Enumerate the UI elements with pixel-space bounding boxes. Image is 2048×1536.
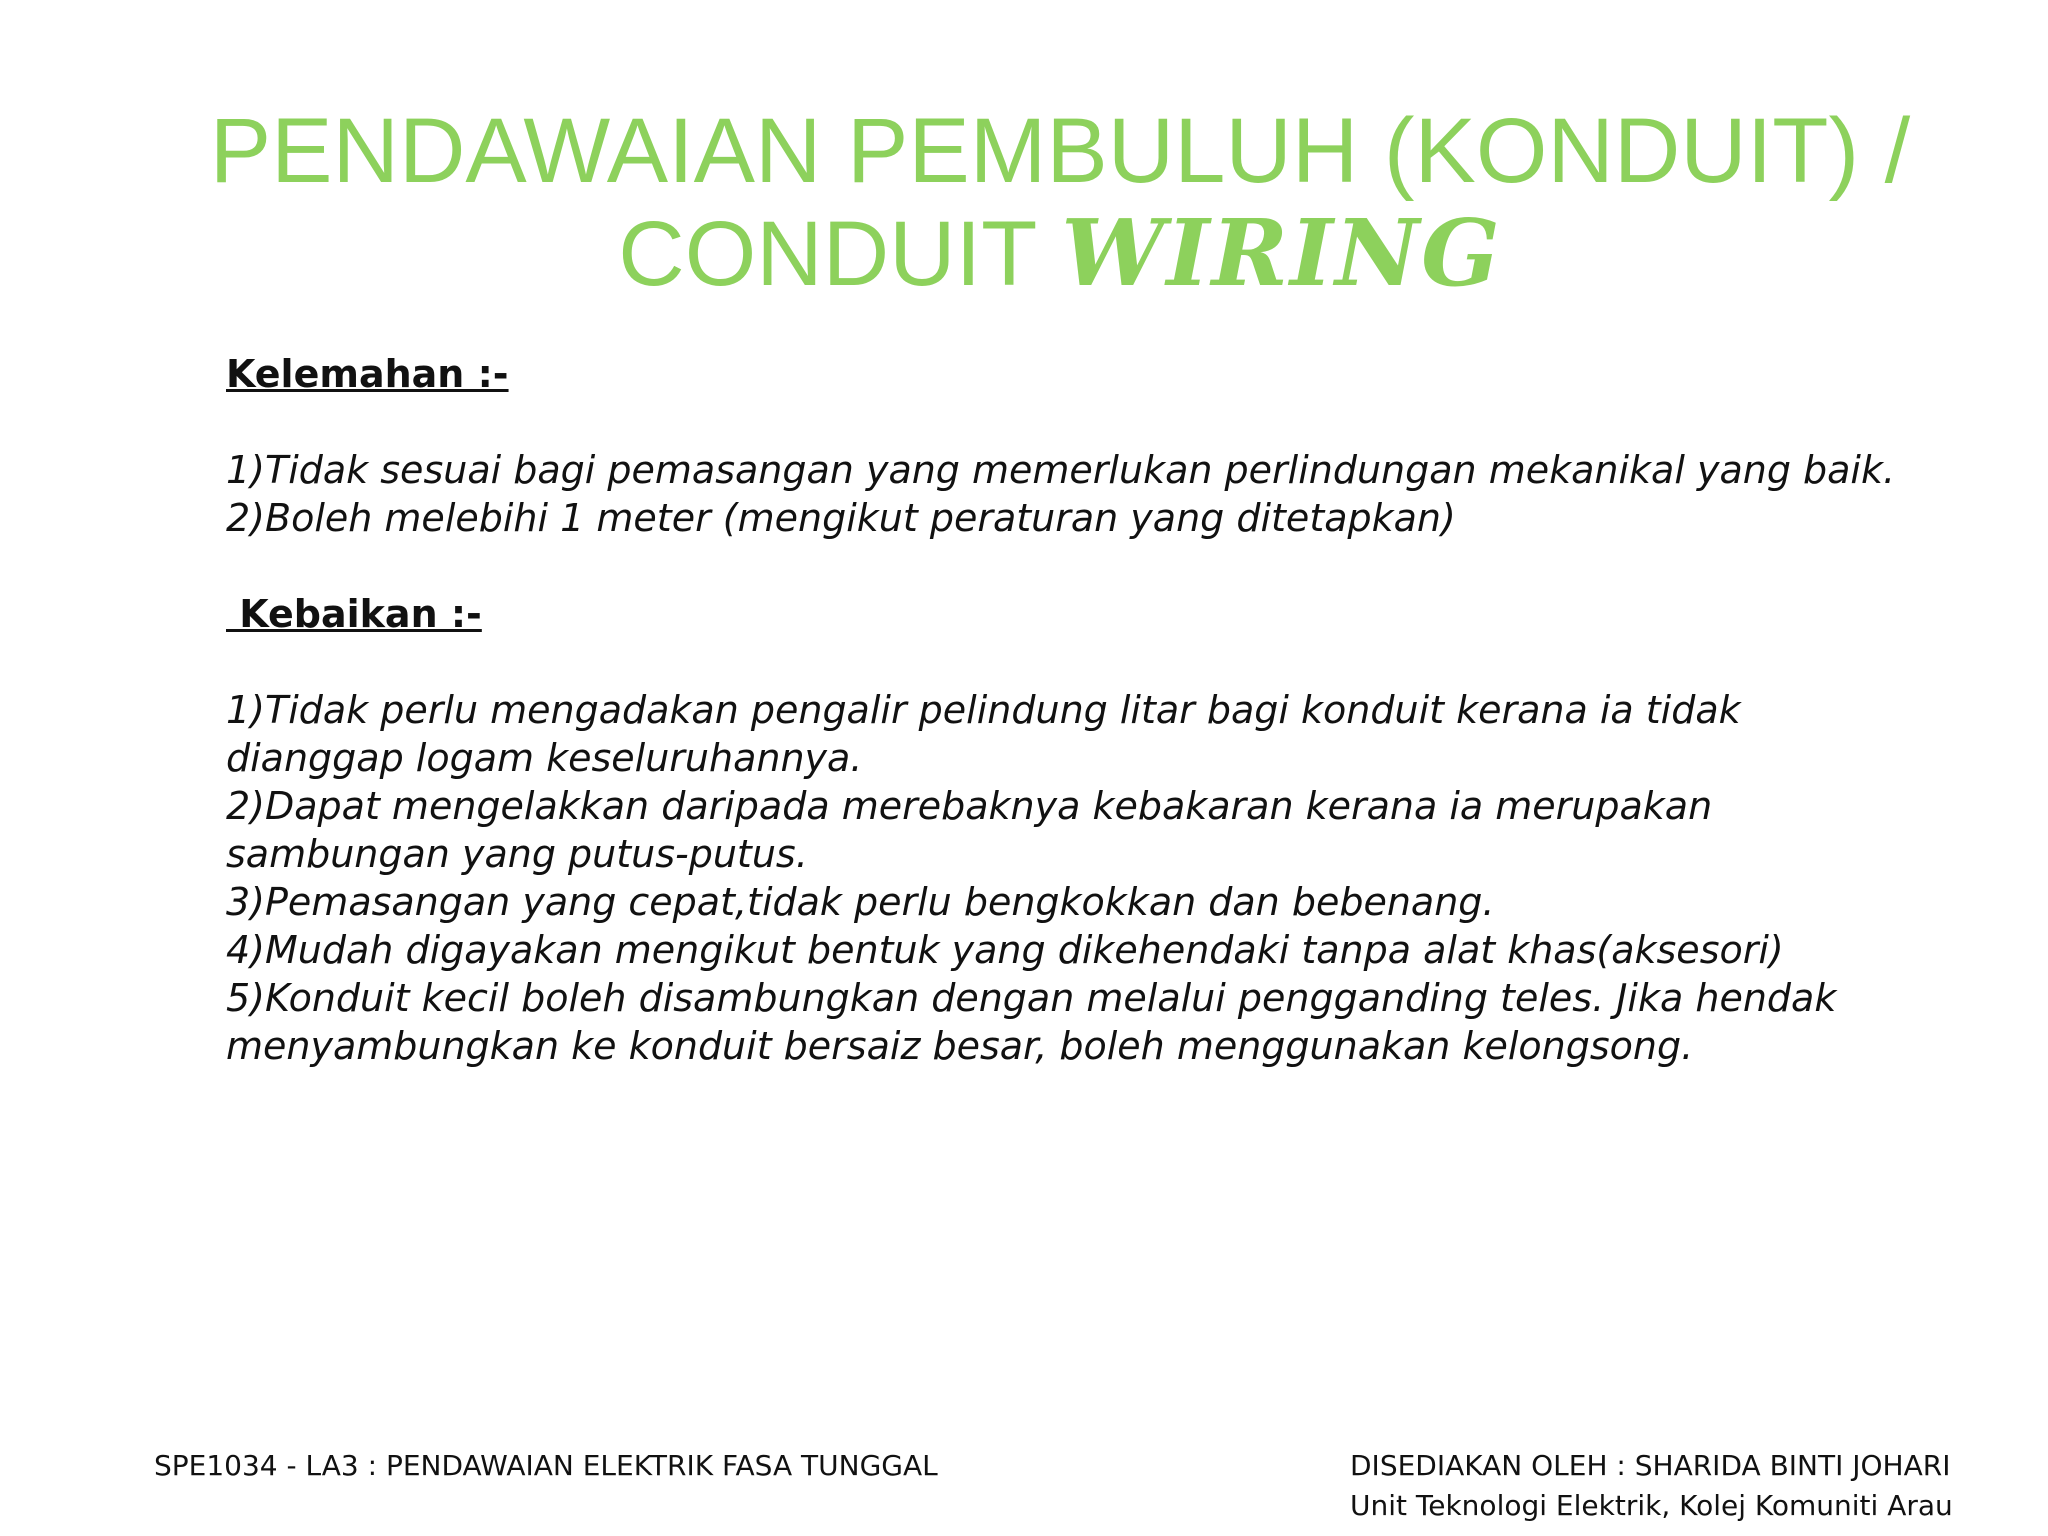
title-line-2 [200,199,1920,307]
advantage-item-1: 1)Tidak perlu mengadakan pengalir pelindung litar bagi konduit kerana ia tidak dianggap logam keseluruhannya. [226,688,1741,780]
slide-body [226,350,1926,1070]
footer-author-name: DISEDIAKAN OLEH : SHARIDA BINTI JOHARI [1350,1449,1951,1482]
title-line-2-plain: CONDUIT [618,203,1062,305]
advantages-heading: Kebaikan :- [226,592,482,636]
title-line-1: PENDAWAIAN PEMBULUH (KONDUIT) / [209,100,1911,202]
footer-course-label: SPE1034 - LA3 : PENDAWAIAN ELEKTRIK FASA TUNGGAL [154,1449,938,1482]
advantage-item-3: 3)Pemasangan yang cepat,tidak perlu bengkokkan dan bebenang. [226,880,1495,924]
weaknesses-heading: Kelemahan :- [226,352,509,396]
footer-author [1350,1446,1953,1526]
advantage-item-5: 5)Konduit kecil boleh disambungkan dengan melalui pengganding teles. Jika hendak menyambungkan ke konduit bersaiz besar, boleh menggunakan kelongsong. [226,976,1837,1068]
advantage-item-2: 2)Dapat mengelakkan daripada merebaknya kebakaran kerana ia merupakan sambungan yang putus-putus. [226,784,1713,876]
title-line-2-fancy: WIRING [1061,199,1502,307]
advantage-item-4: 4)Mudah digayakan mengikut bentuk yang dikehendaki tanpa alat khas(aksesori) [226,928,1784,972]
slide-title [200,100,1920,305]
footer-author-unit: Unit Teknologi Elektrik, Kolej Komuniti Arau [1350,1489,1953,1522]
weakness-item-2: 2)Boleh melebihi 1 meter (mengikut peraturan yang ditetapkan) [226,496,1456,540]
weakness-item-1: 1)Tidak sesuai bagi pemasangan yang memerlukan perlindungan mekanikal yang baik. [226,448,1896,492]
